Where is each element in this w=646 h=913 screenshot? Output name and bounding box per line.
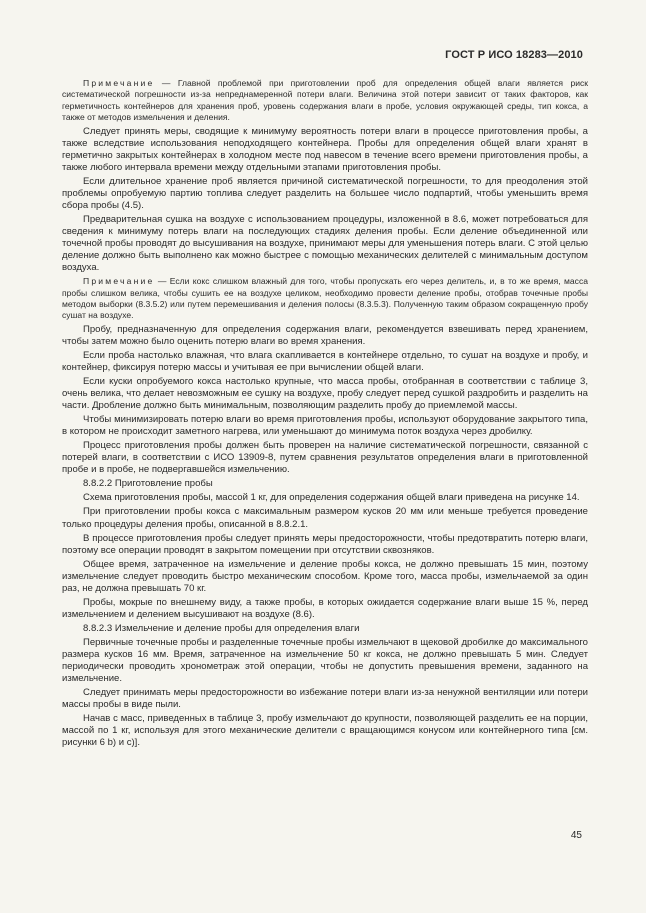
body-paragraph: Если проба настолько влажная, что влага скапливается в контейнере отдельно, то сушат на воздухе и пробу, и контейнер, фиксируя потерю массы и учитывая ее при вычислении общей влаги. [62,349,588,373]
body-paragraph: Чтобы минимизировать потерю влаги во время приготовления пробы, используют оборудование закрытого типа, в котором не происходит заметного нагрева, или уменьшают до минимума поток воздуха через дробилку. [62,414,588,438]
body-paragraph: Пробы, мокрые по внешнему виду, а также пробы, в которых ожидается содержание влаги выше 15 %, перед измельчением и делением высушивают на воздухе (8.6). [62,596,588,620]
body-paragraph: Предварительная сушка на воздухе с использованием процедуры, изложенной в 8.6, может потребоваться для сведения к минимуму потерь влаги на последующих стадиях деления пробы. Если деление объединенной или точечной пробы проводят до высушивания на воздухе, принимают меры для уменьшения потерь влаги. С этой целью деление должно быть выполнено как можно быстрее с помощью механических делителей с минимальным доступом воздуха. [62,213,588,274]
body-paragraph: Схема приготовления пробы, массой 1 кг, для определения содержания общей влаги приведена на рисунке 14. [83,492,580,504]
body-paragraph: Следует принять меры, сводящие к минимуму вероятность потери влаги в процессе приготовления пробы, а также вследствие использования неподходящего контейнера. Пробы для определения общей влаги хранят в герметично закрытых контейнерах в холодном месте под навесом в течение всего времени приготовления пробы, а также любого интервала времени между отдельными этапами приготовления пробы. [62,125,588,173]
document-body [62,78,588,751]
body-paragraph: Если длительное хранение проб является причиной систематической погрешности, то для преодоления этой проблемы опробуемую партию топлива следует разделить на большее число подпартий, чтобы уменьшить время сбора пробы (4.5). [62,175,588,211]
section-heading: 8.8.2.3 Измельчение и деление пробы для определения влаги [83,622,360,634]
page-number: 45 [570,830,582,841]
body-paragraph: Если куски опробуемого кокса настолько крупные, что масса пробы, отобранная в соответствии с таблице 3, очень велика, что делает невозможным ее сушку на воздухе, пробу следует перед сушкой раздробить и разделить на части. Дробление должно быть минимальным, позволяющим разделить пробу до приемлемой массы. [62,376,588,412]
note-text: — Главной проблемой при приготовлении проб для определения общей влаги является риск систематической погрешности из-за непреднамеренной потери влаги. Величина этой потери зависит от таких факторов, как герметичность контейнеров для хранения проб, уровень содержания влаги в пробе, условия окружающей среды, тип кокса, а также от методов измельчения и деления. [62,78,588,123]
body-paragraph: Следует принимать меры предосторожности во избежание потери влаги из-за ненужной вентиляции или потери массы пробы в виде пыли. [62,687,588,711]
standard-header: ГОСТ Р ИСО 18283—2010 [445,49,583,61]
body-paragraph: Начав с масс, приведенных в таблице 3, пробу измельчают до крупности, позволяющей разделить ее на порции, массой по 1 кг, используя для этого механические делители с вращающимся конусом или контейнерного типа [см. рисунки 6 b) и c)]. [62,713,588,749]
note-label: Примечание [83,276,155,287]
body-paragraph: При приготовлении пробы кокса с максимальным размером кусков 20 мм или меньше требуется проведение только процедуры деления пробы, описанной в 8.8.2.1. [62,506,588,530]
body-paragraph: Первичные точечные пробы и разделенные точечные пробы измельчают в щековой дробилке до максимального размера кусков 16 мм. Время, затраченное на измельчение 50 кг кокса, не должно превышать 5 мин. Следует периодически проводить хронометраж этой операции, чтобы не допустить превышения времени, заданного на измельчение. [62,636,588,685]
body-paragraph: Пробу, предназначенную для определения содержания влаги, рекомендуется взвешивать перед хранением, чтобы затем можно было оценить потерю влаги во время хранения. [62,323,588,347]
note-text: — Если кокс слишком влажный для того, чтобы пропускать его через делитель, и, в то же время, масса пробы слишком велика, чтобы сушить ее на воздухе целиком, необходимо провести деление пробы, отобрав точечные пробы методом выборки (8.3.5.2) или путем перемешивания и деления полосы (8.3.5.3). Полученную таким образом сокращенную пробу сушат на воздухе. [62,276,588,321]
body-paragraph: В процессе приготовления пробы следует принять меры предосторожности, чтобы предотвратить потерю влаги, поэтому все операции проводят в закрытом помещении при отсутствии сквозняков. [62,532,588,556]
body-paragraph: Процесс приготовления пробы должен быть проверен на наличие систематической погрешности, связанной с потерей влаги, в соответствии с ИСО 13909-8, путем сравнения результатов определения влаги в приготовленной пробе и в пробе, не подвергавшейся измельчению. [62,440,588,476]
section-heading: 8.8.2.2 Приготовление пробы [83,478,213,490]
body-paragraph: Общее время, затраченное на измельчение и деление пробы кокса, не должно превышать 15 мин, поэтому измельчение следует проводить быстро механическим способом. Кроме того, масса пробы, измельчаемой за один раз, не должна превышать 70 кг. [62,558,588,594]
note-paragraph [62,276,588,322]
note-label: Примечание [83,78,155,88]
note-paragraph [62,78,588,124]
